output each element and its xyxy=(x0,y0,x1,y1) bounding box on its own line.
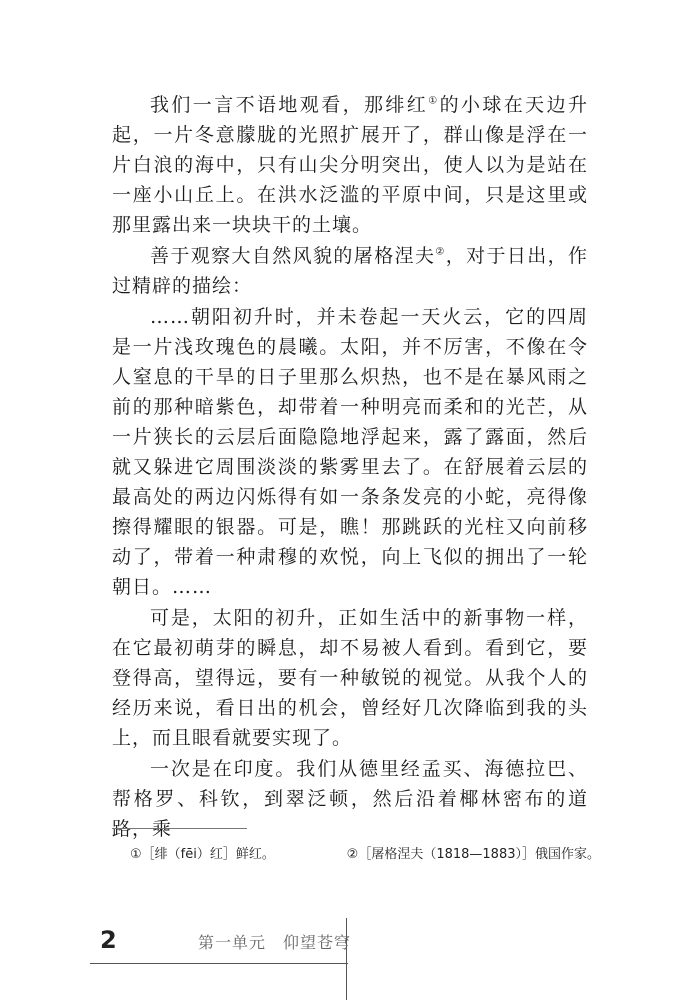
footer-divider-horizontal xyxy=(90,963,348,964)
paragraph-text: ，对于日出，作过精辟的描绘： xyxy=(112,245,588,297)
paragraph-text: 的小球在天边升起，一片冬意朦胧的光照扩展开了，群山像是浮在一片白浪的海中，只有山尖分明突出，使人以为是站在一座小山丘上。在洪水泛滥的平原中间，只是这里或那里露出来一块块干的土壤。 xyxy=(112,94,588,236)
footnotes xyxy=(130,846,600,864)
footnote-marker-1: ① xyxy=(428,95,440,107)
footer-divider-vertical xyxy=(346,918,347,1000)
footnote-1: ①［绯（fēi）红］鲜红。 xyxy=(130,847,275,862)
paragraph-text: 善于观察大自然风貌的屠格涅夫 xyxy=(150,245,436,267)
running-footer: 第一单元 仰望苍穹 xyxy=(198,933,352,952)
paragraph-text: 我们一言不语地观看，那绯红 xyxy=(150,94,429,116)
footnote-marker-2: ② xyxy=(435,246,446,258)
paragraph-turgenev-quote: ……朝阳初升时，并未卷起一天火云，它的四周是一片浅玫瑰色的晨曦。太阳，并不厉害，不像在令人窒息的干旱的日子里那么炽热，也不是在暴风雨之前的那种暗紫色，却带着一种明亮而柔和的光芒，从一片狭长的云层后面隐隐地浮起来，露了露面，然后就又躲进它周围淡淡的紫雾里去了。在舒展着云层的最高处的两边闪烁得有如一条条发亮的小蛇，亮得像擦得耀眼的银器。可是，瞧！那跳跃的光柱又向前移动了，带着一种肃穆的欢悦，向上飞似的拥出了一轮朝日。…… xyxy=(112,306,588,598)
paragraph-new-things: 可是，太阳的初升，正如生活中的新事物一样，在它最初萌芽的瞬息，却不易被人看到。看到它，要登得高，望得远，要有一种敏锐的视觉。从我个人的经历来说，看日出的机会，曾经好几次降临到我的头上，而且眼看就要实现了。 xyxy=(112,607,588,749)
paragraph-sunrise-view xyxy=(112,90,588,240)
footnote-divider xyxy=(112,828,247,829)
body-text xyxy=(112,90,588,844)
footnote-2: ②［屠格涅夫（1818—1883）］俄国作家。 xyxy=(346,847,600,862)
paragraph-turgenev-intro xyxy=(112,241,588,301)
paragraph-india-trip: 一次是在印度。我们从德里经孟买、海德拉巴、帮格罗、科钦，到翠泛顿，然后沿着椰林密布的道路，乘 xyxy=(112,758,588,840)
page-number: 2 xyxy=(100,926,117,954)
